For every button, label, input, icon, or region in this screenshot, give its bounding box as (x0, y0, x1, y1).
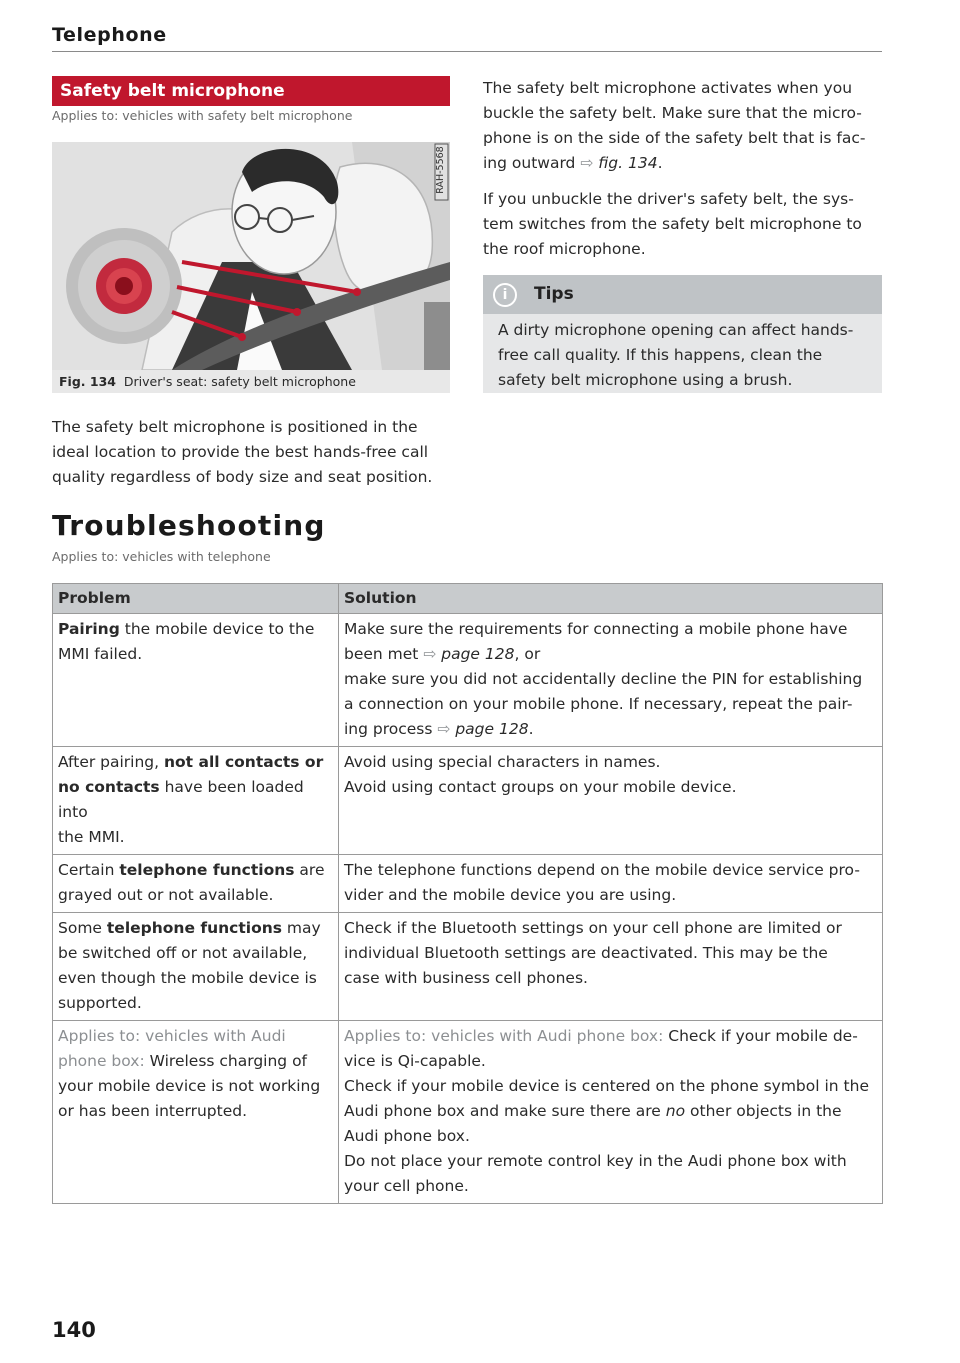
table-row (53, 855, 883, 913)
table-header-row (53, 584, 883, 614)
column-header-solution: Solution (339, 584, 883, 614)
column-header-problem: Problem (53, 584, 339, 614)
troubleshooting-table (52, 583, 883, 1204)
solution-cell: Check if the Bluetooth settings on your cell phone are limited or individual Bluetooth settings are deactivated. This may be the case with business cell phones. (339, 913, 883, 1021)
section-heading-safety-belt-microphone: Safety belt microphone (52, 76, 450, 106)
figure-caption (52, 370, 450, 393)
arrow-icon: ⇨ (580, 154, 594, 172)
applies-to-belt-microphone: Applies to: vehicles with safety belt microphone (52, 108, 353, 123)
problem-cell: Some telephone functions may be switched off or not available, even though the mobile device is supported. (53, 913, 339, 1021)
figure-134-illustration (52, 142, 450, 370)
page-reference-link[interactable]: page 128 (455, 720, 529, 738)
table-row (53, 913, 883, 1021)
figure-code: RAH-5568 (435, 146, 446, 194)
tips-label: Tips (534, 284, 574, 304)
driver-seat-illustration (52, 142, 450, 370)
solution-cell: Applies to: vehicles with Audi phone box: Check if your mobile de- vice is Qi-capable. Check if your mobile device is centered on the phone symbol in the Audi phone box and make sure there are no other objects in the Audi phone box. Do not place your remote control key in the Audi phone box with your cell phone. (339, 1021, 883, 1204)
page-reference-link[interactable]: page 128 (441, 645, 515, 663)
table-row (53, 614, 883, 747)
applies-to-telephone: Applies to: vehicles with telephone (52, 549, 271, 564)
fig-reference-link[interactable]: fig. 134 (598, 154, 658, 172)
figure-caption-text: Driver's seat: safety belt microphone (123, 374, 356, 389)
problem-cell: Certain telephone functions are grayed out or not available. (53, 855, 339, 913)
page-section-title: Telephone (52, 24, 167, 46)
solution-cell: The telephone functions depend on the mobile device service pro- vider and the mobile device you are using. (339, 855, 883, 913)
problem-cell: After pairing, not all contacts or no contacts have been loaded into the MMI. (53, 747, 339, 855)
arrow-icon: ⇨ (437, 720, 451, 738)
figure-label: Fig. 134 (59, 374, 116, 389)
problem-cell: Applies to: vehicles with Audi phone box: Wireless charging of your mobile device is not working or has been interrupted. (53, 1021, 339, 1204)
tips-header (483, 275, 882, 314)
table-row (53, 747, 883, 855)
problem-cell: Pairing the mobile device to the MMI failed. (53, 614, 339, 747)
activation-paragraph: The safety belt microphone activates when you buckle the safety belt. Make sure that the micro- phone is on the side of the safety belt that is fac- ing outward ⇨ fig. 134. (483, 79, 866, 172)
unbuckle-paragraph: If you unbuckle the driver's safety belt, the sys- tem switches from the safety belt microphone to the roof microphone. (483, 190, 862, 258)
header-divider (52, 51, 882, 52)
tips-body: A dirty microphone opening can affect hands- free call quality. If this happens, clean the safety belt microphone using a brush. (483, 314, 882, 393)
solution-cell: Avoid using special characters in names. Avoid using contact groups on your mobile device. (339, 747, 883, 855)
page-number: 140 (52, 1318, 96, 1342)
arrow-icon: ⇨ (423, 645, 437, 663)
belt-microphone-paragraph: The safety belt microphone is positioned in the ideal location to provide the best hands-free call quality regardless of body size and seat position. (52, 418, 433, 486)
info-icon: i (493, 283, 517, 307)
solution-cell: Make sure the requirements for connecting a mobile phone have been met ⇨ page 128, or make sure you did not accidentally decline the PIN for establishing a connection on your mobile phone. If necessary, repeat the pair- ing process ⇨ page 128. (339, 614, 883, 747)
troubleshooting-heading: Troubleshooting (52, 509, 326, 542)
table-row (53, 1021, 883, 1204)
